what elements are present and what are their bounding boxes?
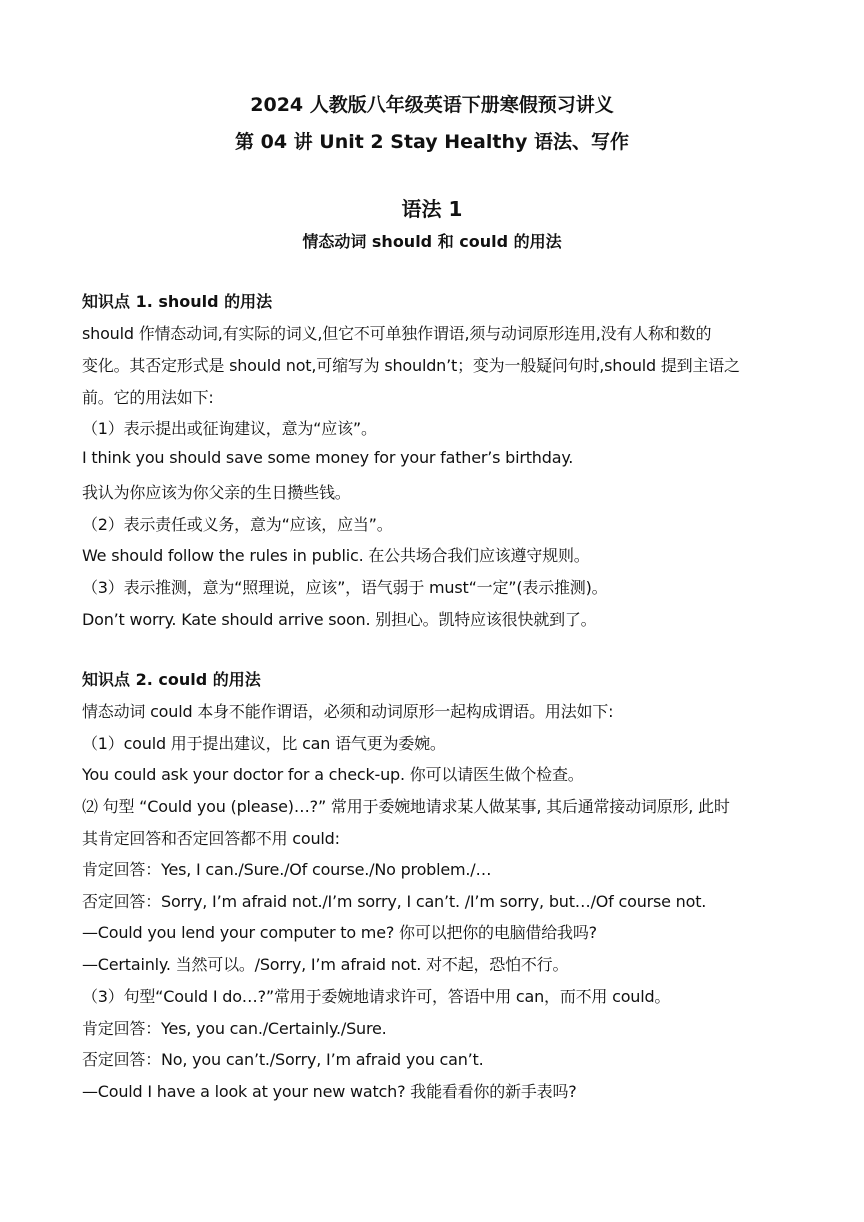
document-title: 2024 人教版八年级英语下册寒假预习讲义 (250, 94, 614, 116)
example-sentence: I think you should save some money for your father’s birthday. (82, 448, 574, 467)
rule-item: （3）表示推测，意为“照理说，应该”，语气弱于 must“一定”(表示推测)。 (82, 578, 608, 597)
point2-heading: 知识点 2. could 的用法 (82, 670, 261, 689)
paragraph-line: 变化。其否定形式是 should not,可缩写为 shouldn’t；变为一般疑问句时,should 提到主语之 (82, 356, 740, 375)
answer-negative: 否定回答：No, you can’t./Sorry, I’m afraid you can’t. (82, 1050, 484, 1069)
example-sentence: Don’t worry. Kate should arrive soon. 别担心。凯特应该很快就到了。 (82, 610, 597, 629)
example-translation: 我认为你应该为你父亲的生日攒些钱。 (82, 483, 351, 502)
dialogue-line: —Could I have a look at your new watch? 我能看看你的新手表吗? (82, 1082, 577, 1101)
rule-item: （2）表示责任或义务，意为“应该，应当”。 (82, 515, 393, 534)
point1-heading: 知识点 1. should 的用法 (82, 292, 273, 311)
paragraph-line: 前。它的用法如下: (82, 388, 214, 407)
document-subtitle: 第 04 讲 Unit 2 Stay Healthy 语法、写作 (234, 131, 630, 153)
paragraph-line: 情态动词 could 本身不能作谓语，必须和动词原形一起构成谓语。用法如下: (82, 702, 614, 721)
answer-positive: 肯定回答：Yes, I can./Sure./Of course./No problem./… (82, 860, 492, 879)
section-title: 语法 1 (401, 197, 463, 221)
rule-item: （3）句型“Could I do…?”常用于委婉地请求许可，答语中用 can，而不用 could。 (82, 987, 671, 1006)
rule-item: （1）could 用于提出建议，比 can 语气更为委婉。 (82, 734, 446, 753)
paragraph-line: 其肯定回答和否定回答都不用 could: (82, 829, 340, 848)
dialogue-line: —Certainly. 当然可以。/Sorry, I’m afraid not. 对不起，恐怕不行。 (82, 955, 569, 974)
example-sentence: You could ask your doctor for a check-up. 你可以请医生做个检查。 (82, 765, 584, 784)
section-subtitle: 情态动词 should 和 could 的用法 (302, 232, 562, 251)
example-sentence: We should follow the rules in public. 在公共场合我们应该遵守规则。 (82, 546, 590, 565)
paragraph-line: should 作情态动词,有实际的词义,但它不可单独作谓语,须与动词原形连用,没有人称和数的 (82, 324, 712, 343)
answer-negative: 否定回答：Sorry, I’m afraid not./I’m sorry, I can’t. /I’m sorry, but…/Of course not. (82, 892, 707, 911)
answer-positive: 肯定回答：Yes, you can./Certainly./Sure. (82, 1019, 387, 1038)
rule-item: （1）表示提出或征询建议，意为“应该”。 (82, 419, 377, 438)
rule-item: ⑵ 句型 “Could you (please)…?” 常用于委婉地请求某人做某事, 其后通常接动词原形, 此时 (82, 797, 730, 816)
dialogue-line: —Could you lend your computer to me? 你可以把你的电脑借给我吗? (82, 923, 597, 942)
